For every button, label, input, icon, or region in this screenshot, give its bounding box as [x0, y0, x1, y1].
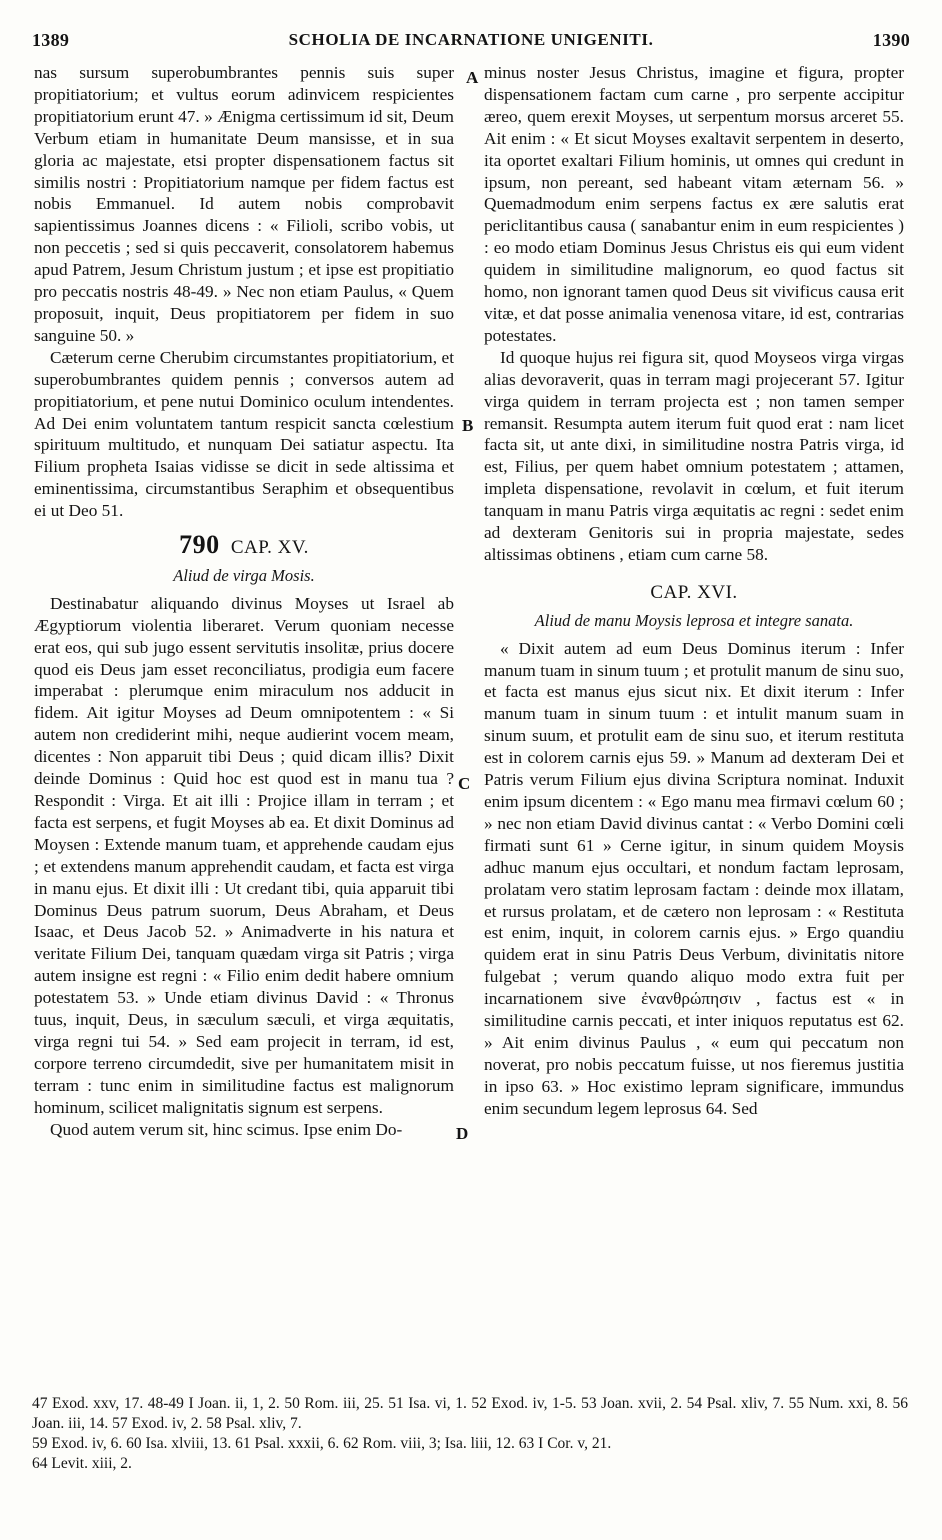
chapter-title: CAP. XV. [230, 537, 309, 559]
left-paragraph-1: nas sursum superobumbrantes pennis suis super propitiatorium; et vultus eorum adinvicem respicientes propitiatorium erunt 47. » Ænigma certissimum id sit, Deum Verbum etiam in humanitate Deum mansisse, et in sua gloria ac majestate, etsi propter dispensationem factus sit similis nostri : Propitiatorium namque per fidem factus est nobis Emmanuel. Id autem nobis comprobavit sapientissimus Joannes dicens : « Filioli, scribo vobis, ut non peccetis ; sed si quis peccaverit, consolatorem habemus apud Patrem, Jesum Christum justum ; et ipse est propitiatio pro peccatis nostris 48-49. » Nec non etiam Paulus, « Quem proposuit, inquit, Deus propitiatorem per fidem in suo sanguine 50. » [34, 63, 454, 345]
left-paragraph-4: Quod autem verum sit, hinc scimus. Ipse enim Do- [50, 1119, 403, 1139]
right-paragraph-2: Id quoque hujus rei figura sit, quod Moyseos virga virgas alias devoraverit, quas in terram magi projecerant 57. Igitur virga quidem in terram projecta est ; non tamen semper remansit. Resumpta autem iterum fuit quod erat : nam licet facta sit, ut ante dixi, in similitudine nostra Patris virga, id est, Filius, per quem habet omnium potestatem ; attamen, impleta dispensatione, revolavit in cœlum, et fuit iterum tanquam in manu Patris virga æquitatis ac regni : sedet enim ad dexteram Genitoris sui in propria majestate, sedes altissimas obtinens , etiam cum carne 58. [484, 347, 904, 564]
chapter-subtitle: Aliud de manu Moysis leprosa et integre sanata. [534, 610, 854, 630]
column-number: 790 [179, 530, 220, 560]
margin-letter-b: B [462, 416, 474, 435]
footnote-line-3: 64 Levit. xiii, 2. [32, 1455, 132, 1472]
left-paragraph-3: Destinabatur aliquando divinus Moyses ut Israel ab Ægyptiorum violentia liberaret. Verum quoniam necesse erat eos, qui sub jugo essent servitutis insolitæ, prius docere quod eis Deus jam esset reconciliatus, prodigia eum facere imperabat : plerumque enim miraculum nos adducit in fidem. Ait igitur Moyses ad Deum omnipotentem : « Si autem non crediderint mihi, neque audierint vocem meam, dicentes : Non apparuit tibi Deus ; quid dicam illis? Dixit deinde Dominus : Quid hoc est quod est in manu tua ? Respondit : Virga. Et ait illi : Projice illam in terram ; et facta est serpens, et fugit Moyses ab ea. Et dixit Dominus ad Moysen : Extende manum tuam, et apprehende caudam ejus ; et extendens manum apprehendit caudam, et facta est virga in manu ejus. Et dixit illi : Ut credant tibi, quia apparuit tibi Dominus Deus patrum suorum, Deus Abraham, et Deus Isaac, et Deus Jacob 52. » Animadverte in his natura et veritate Filium Dei, tanquam quædam virga sit Patris ; virga autem insigne est regni : « Filio enim dedit habere omnium potestatem 53. » Unde etiam divinus David : « Thronus tuus, inquit, Deus, in sæculum sæculi, et virga æquitatis, virga regni tui 54. » Sed eam projecit in terram, id est, corpore terreno circumdedit, sive per humanitatem misit in terram : tunc enim in similitudine factus est malignorum hominum, scilicet malignitatis signum est serpens. [34, 593, 454, 1117]
right-paragraph-1: minus noster Jesus Christus, imagine et figura, propter dispensationem factam cum carne , pro serpente accipitur æreo, quem erexit Moyses, ut serpentum morsus arceret 55. Ait enim : « Et sicut Moyses exaltavit serpentem in deserto, ita oportet exaltari Filium hominis, ut omnes qui credunt in ipsum, non pereant, sed habeant vitam æternam 56. » Quemadmodum enim serpens factus ex ære salutis erat periclitantibus causa ( sanabantur enim in eum respicientes ) : eo modo etiam Dominus Jesus Christus eis qui eum vident quidem in similitudine malignorum, eo quod factus sit homo, non ignorant tamen quod Deus sit vivificus causa erit vitæ, et dat posse animalia venenosa vitare, id est, contrarias potestates. [484, 63, 904, 345]
left-column [34, 62, 454, 1141]
left-paragraph-2: Cæterum cerne Cherubim circumstantes propitiatorium, et superobumbrantes quidem pennis ; conversos autem ad propitiatorium, et pene nutui Dominico oculum intendentes. Ad Dei enim voluntatem tantum respicit sancta cœlestium spirituum multitudo, et nunquam Dei satiatur aspectu. Ita Filium propheta Isaias vidisse se dicit in sede altissima et eminentissima, circumstantibus Seraphim et obsequentibus ei ut Deo 51. [34, 347, 454, 521]
right-page-number: 1390 [872, 29, 910, 50]
footnote-line-1: 47 Exod. xxv, 17. 48-49 I Joan. ii, 1, 2. 50 Rom. iii, 25. 51 Isa. vi, 1. 52 Exod. iv, 1-5. 53 Joan. xvii, 2. 54 Psal. xliv, 7. 55 Num. xxi, 8. 56 Joan. iii, 14. 57 Exod. iv, 2. 58 Psal. xliv, 7. [32, 1395, 908, 1432]
footnote-line-2: 59 Exod. iv, 6. 60 Isa. xlviii, 13. 61 Psal. xxxii, 6. 62 Rom. viii, 3; Isa. liii, 12. 63 I Cor. v, 21. [32, 1435, 612, 1452]
right-column [484, 62, 904, 1120]
margin-letter-c: C [458, 774, 471, 793]
left-page-number: 1389 [32, 29, 70, 50]
chapter-title: CAP. XVI. [650, 581, 738, 603]
page-header [32, 26, 910, 54]
running-title: SCHOLIA DE INCARNATIONE UNIGENITI. [288, 30, 654, 49]
margin-letter-a: A [466, 68, 479, 87]
margin-letter-d: D [456, 1124, 469, 1143]
chapter-heading-xv [34, 530, 454, 560]
footnotes [32, 1394, 908, 1474]
chapter-heading-xvi [484, 582, 904, 604]
chapter-subtitle: Aliud de virga Mosis. [173, 565, 315, 585]
right-paragraph-3: « Dixit autem ad eum Deus Dominus iterum : Infer manum tuam in sinum tuum ; et protulit manum de sinu suo, et facta est manus ejus sicut nix. Et dixit iterum : Infer manum tuam in sinum tuum : et intulit manum suam in sinum suum, et protulit eam de sinu suo, et iterum restituta est in colorem carnis ejus 59. » Manum ad dexteram Dei et Patris verum Filium ejus divina Scriptura nominat. Induxit enim ipsum dicentem : « Ego manu mea firmavi cœlum 60 ; » nec non etiam David divinus cantat : « Verbo Domini cœli firmati sunt 61 » Cerne igitur, in sinum quidem Moysis adhuc manum ejus occultari, et nondum factam leprosam, prolatam vero statim leprosam factam : deinde mox illatam, et rursus prolatam, et de cætero non leprosam : « Restituta est enim, inquit, in colorem carnis ejus. » Ergo quandiu quidem erat in sinu Patris Deus Verbum, divinitatis nitore fulgebat ; verum quando aliquo modo extra fuit per incarnationem sive ἐνανθρώπησιν , factus est « in similitudine carnis peccati, et inter iniquos reputatus est 62. » Ait enim divinus Paulus , « eum qui peccatum non noverat, pro nobis peccatum fuisse, ut nos fieremus justitia in ipso 63. » Hoc existimo lepram significare, immundus enim secundum legem leprosus 64. Sed [484, 638, 904, 1118]
